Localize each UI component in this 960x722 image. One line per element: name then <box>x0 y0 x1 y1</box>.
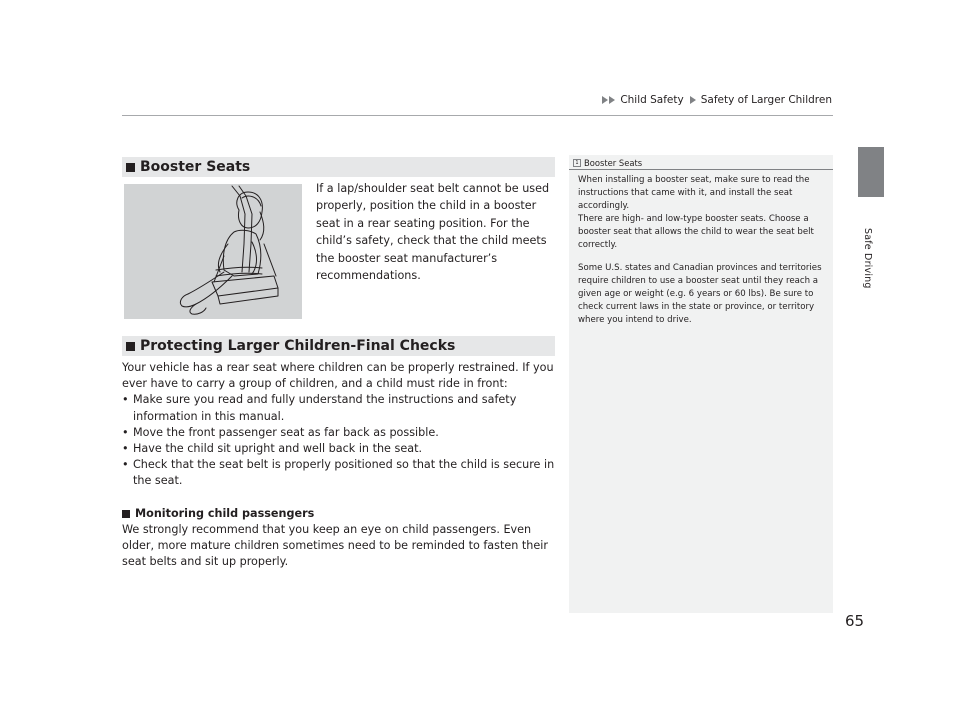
subheading-text: Monitoring child passengers <box>135 506 315 520</box>
lead-paragraph: Your vehicle has a rear seat where children can be properly restrained. If you ever have to carry a group of children, and a child must ride in front: <box>122 361 554 391</box>
list-item: • Make sure you read and fully understand the instructions and safety information in this manual. <box>122 392 556 424</box>
header-divider <box>122 115 833 116</box>
side-note-title: Booster Seats <box>584 158 643 168</box>
page-number: 65 <box>845 612 865 630</box>
heading-text: Booster Seats <box>140 159 251 175</box>
final-checks-body <box>122 360 556 570</box>
square-bullet-icon <box>126 163 135 172</box>
side-note-divider <box>569 169 833 170</box>
side-note-panel <box>569 155 833 613</box>
list-item: • Have the child sit upright and well back in the seat. <box>122 441 556 457</box>
side-note-paragraph: Some U.S. states and Canadian provinces and territories require children to use a booster seat until they reach a given age or weight (e.g. 6 years or 60 lbs). Be sure to check current laws in the state or province, or territory where you intend to drive. <box>578 262 822 325</box>
side-note-paragraph: When installing a booster seat, make sure to read the instructions that came with it, and install the seat accordingly. <box>578 175 810 212</box>
section-tab-marker <box>858 147 884 197</box>
breadcrumb-item-larger-children: Safety of Larger Children <box>700 94 832 106</box>
booster-intro-text: If a lap/shoulder seat belt cannot be used properly, position the child in a booster seat in a rear seating position. For the child’s safety, check that the child meets the booster seat manufacturer’s recommendations. <box>316 182 550 283</box>
monitoring-paragraph: We strongly recommend that you keep an eye on child passengers. Even older, more mature children sometimes need to be reminded to fasten their seat belts and sit up properly. <box>122 522 548 569</box>
list-item: • Move the front passenger seat as far back as possible. <box>122 425 556 441</box>
checklist <box>122 392 556 489</box>
section-heading-booster-seats <box>122 157 555 177</box>
section-heading-final-checks <box>122 336 555 356</box>
chevron-right-icon <box>690 96 696 104</box>
subheading-monitoring <box>122 506 556 522</box>
side-note-paragraph: There are high- and low-type booster seats. Choose a booster seat that allows the child to wear the seat belt correctly. <box>578 214 814 251</box>
list-item: • Check that the seat belt is properly positioned so that the child is secure in the seat. <box>122 457 556 489</box>
note-number-icon: 1 <box>573 159 581 167</box>
section-side-label[interactable]: Safe Driving <box>862 228 873 289</box>
child-in-booster-seat-icon <box>124 184 302 319</box>
side-note-text <box>578 174 828 327</box>
breadcrumb-item-child-safety[interactable]: Child Safety <box>620 94 684 106</box>
square-bullet-icon <box>122 510 130 518</box>
chevron-right-icon <box>602 96 615 104</box>
child-booster-seat-illustration <box>124 184 302 319</box>
breadcrumb <box>602 94 832 106</box>
square-bullet-icon <box>126 342 135 351</box>
side-note-heading[interactable] <box>573 158 642 168</box>
heading-text: Protecting Larger Children-Final Checks <box>140 338 456 354</box>
